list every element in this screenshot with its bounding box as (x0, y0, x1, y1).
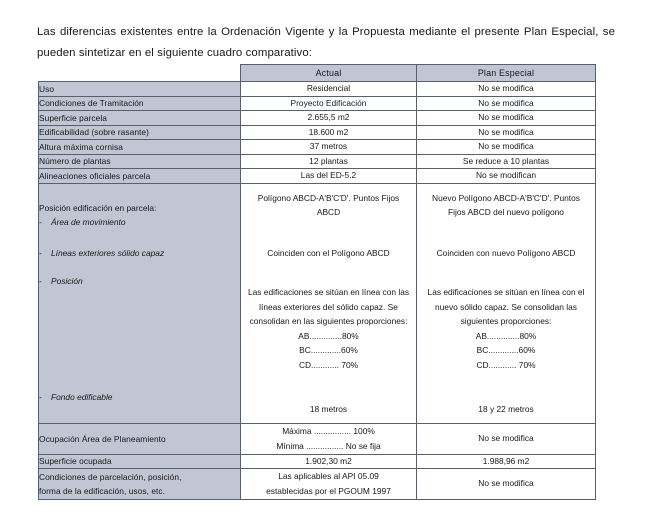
condiciones-label-line1: Condiciones de parcelación, posición, (39, 472, 182, 482)
actual-fondo-edificable: 18 metros (309, 404, 348, 414)
header-blank-cell (39, 65, 241, 82)
superficie-ocupada-label: Superficie ocupada (39, 454, 241, 469)
position-block-label-cell (39, 183, 241, 423)
row-actual-value: Las del ED-5.2 (241, 169, 417, 184)
row-plan-value: No se modifica (417, 96, 596, 111)
ocupacion-maxima: Máxima ................ 100% (282, 425, 375, 436)
position-subitem-label: Posición (51, 276, 83, 286)
plan-proporcion-cd: CD............ 70% (476, 359, 536, 370)
row-label: Edificabilidad (sobre rasante) (39, 125, 241, 140)
condiciones-plan-value: No se modifica (417, 469, 596, 500)
table-row (39, 82, 596, 97)
bullet-dash: - (39, 217, 42, 227)
position-subitem-label: Fondo edificable (51, 392, 113, 402)
position-subitem-lineas-exteriores (39, 248, 240, 276)
plan-area-movimiento: Nuevo Polígono ABCD-A'B'C'D'. Puntos Fijos ABCD del nuevo polígono (432, 192, 580, 217)
row-label: Número de plantas (39, 154, 241, 169)
ocupacion-plan-value: No se modifica (417, 423, 596, 454)
condiciones-row (39, 469, 596, 500)
ocupacion-row (39, 423, 596, 454)
position-subitem-label: Líneas exteriores sólido capaz (51, 248, 165, 258)
position-block-title: Posición edificación en parcela: (39, 203, 157, 213)
superficie-ocupada-plan: 1.988,96 m2 (417, 454, 596, 469)
intro-paragraph: Las diferencias existentes entre la Ordenación Vigente y la Propuesta mediante el presente Plan Especial, se pueden sintetizar en el siguiente cuadro comparativo: (37, 26, 615, 60)
bullet-dash: - (39, 392, 42, 402)
superficie-ocupada-row (39, 454, 596, 469)
row-plan-value: Se reduce a 10 plantas (417, 154, 596, 169)
row-label: Altura máxima cornisa (39, 140, 241, 155)
actual-lineas-exteriores: Coinciden con el Polígono ABCD (267, 247, 390, 258)
position-plan-content (417, 191, 595, 417)
ocupacion-label: Ocupación Área de Planeamiento (39, 423, 241, 454)
actual-area-movimiento: Polígono ABCD-A'B'C'D'. Puntos Fijos ABCD (257, 192, 400, 217)
plan-lineas-exteriores: Coinciden con nuevo Polígono ABCD (436, 247, 576, 258)
actual-proporcion-bc: BC.............60% (299, 345, 358, 355)
table-row (39, 140, 596, 155)
bullet-dash: - (39, 276, 42, 286)
position-block-plan-cell (417, 183, 596, 423)
header-actual: Actual (241, 65, 417, 82)
superficie-ocupada-actual: 1.902,30 m2 (241, 454, 417, 469)
table-row (39, 154, 596, 169)
condiciones-label-cell (39, 469, 241, 500)
table-row (39, 111, 596, 126)
position-subitem-label: Área de movimiento (51, 217, 126, 227)
ocupacion-actual-cell (241, 423, 417, 454)
position-block-row (39, 183, 596, 423)
actual-posicion-text: Las edificaciones se sitúan en línea con las líneas exteriores del sólido capaz. Se consolidan en las siguientes proporciones: (247, 287, 410, 326)
header-plan-especial: Plan Especial (417, 65, 596, 82)
condiciones-actual-line1: Las aplicables al API 05.09 (278, 471, 379, 481)
position-subitem-area-movimiento (39, 217, 240, 248)
ocupacion-minima: Mínima ................ No se fija (276, 440, 381, 451)
comparison-table (38, 64, 596, 500)
condiciones-actual-line2: establecidas por el PGOUM 1997 (266, 486, 391, 496)
plan-proporcion-bc: BC.............60% (476, 345, 536, 355)
table-header-row (39, 65, 596, 82)
row-plan-value: No se modifican (417, 169, 596, 184)
table-row (39, 125, 596, 140)
row-plan-value: No se modifica (417, 125, 596, 140)
row-actual-value: 37 metros (241, 140, 417, 155)
row-plan-value: No se modifica (417, 140, 596, 155)
row-actual-value: Proyecto Edificación (241, 96, 417, 111)
row-plan-value: No se modifica (417, 111, 596, 126)
bullet-dash: - (39, 248, 42, 258)
row-actual-value: 2.655,5 m2 (241, 111, 417, 126)
position-subitem-fondo-edificable (39, 392, 240, 403)
row-label: Alineaciones oficiales parcela (39, 169, 241, 184)
condiciones-actual-cell (241, 469, 417, 500)
position-subitem-posicion (39, 276, 240, 392)
row-actual-value: 18.600 m2 (241, 125, 417, 140)
plan-fondo-edificable: 18 y 22 metros (478, 404, 534, 414)
position-block-actual-cell (241, 183, 417, 423)
row-actual-value: 12 plantas (241, 154, 417, 169)
row-label: Uso (39, 82, 241, 97)
table-row (39, 169, 596, 184)
row-actual-value: Residencial (241, 82, 417, 97)
position-actual-content (241, 191, 416, 417)
table-row (39, 96, 596, 111)
row-plan-value: No se modifica (417, 82, 596, 97)
row-label: Superficie parcela (39, 111, 241, 126)
plan-posicion-text: Las edificaciones se sitúan en línea con el nuevo sólido capaz. Se consolidan las siguientes proporciones: (427, 287, 585, 326)
row-label: Condiciones de Tramitación (39, 96, 241, 111)
actual-proporcion-ab: AB..............80% (298, 330, 359, 341)
plan-proporcion-ab: AB..............80% (475, 330, 537, 341)
actual-proporcion-cd: CD............ 70% (298, 359, 359, 370)
condiciones-label-line2: forma de la edificación, usos, etc. (39, 486, 166, 496)
